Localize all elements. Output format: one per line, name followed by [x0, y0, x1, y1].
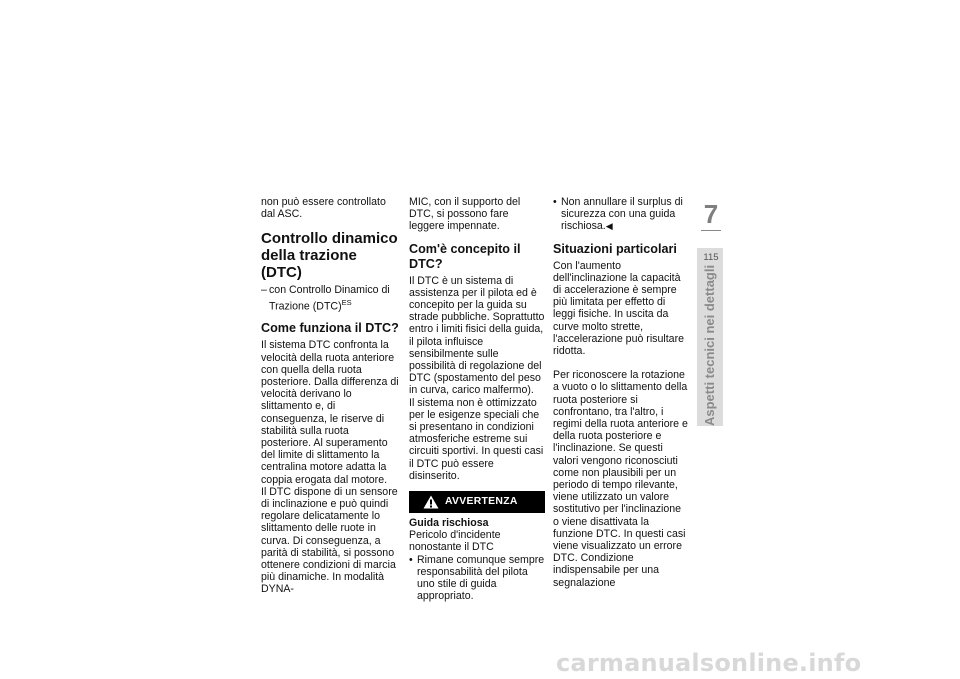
- heading-concept: Com'è concepito il DTC?: [409, 241, 521, 271]
- dash-sup: ES: [341, 297, 352, 307]
- bullet-text: Rimane comunque sempre responsabilità del pilota uno stile di guida appropriato.: [417, 553, 545, 603]
- bullet-item: [553, 196, 688, 233]
- cont-text: MIC, con il supporto del DTC, si possono fare leggere impennate.: [409, 196, 521, 233]
- para-incline: Con l'aumento dell'inclinazione la capacità di accelerazione è sempre più limitata per effetto di leggi fisiche. In uscita da curve molto strette, l'accelerazione può risultare ridotta.: [553, 259, 684, 358]
- heading-special: Situazioni particolari: [553, 241, 677, 256]
- para-how: Il sistema DTC confronta la velocità della ruota anteriore con quella della ruota posteriore. Dalla differenza di velocità derivano lo slittamento e, di conseguenza, le riserve di stabilità sulla ruota posteriore. Al superamento del limite di slittamento la centralina motore adatta la coppia erogata dal motore.: [261, 339, 399, 486]
- warning-label: AVVERTENZA: [445, 495, 518, 507]
- end-mark-icon: ◀: [605, 221, 613, 232]
- column-2: [409, 196, 545, 602]
- para-sensor: Il DTC dispone di un sensore di inclinazione e può quindi regolare delicatamente lo slittamento delle ruote in curva. Di conseguenza, a parità di stabilità, si possono ottenere condizioni di marcia più dinamiche. In modalità DYNA-: [261, 485, 398, 596]
- warning-title: Guida rischiosa: [409, 517, 489, 530]
- heading-how: Come funziona il DTC?: [261, 321, 399, 336]
- column-3: [553, 196, 688, 589]
- page-number: 115: [703, 252, 719, 263]
- para-concept: Il DTC è un sistema di assistenza per il pilota ed è concepito per la guida su strade pubbliche. Soprattutto entro i limiti fisici della guida, il pilota influisce sensibilmente sulle possibilità di regolazione del DTC (spostamento del peso in curva, carico malfermo).: [409, 274, 545, 397]
- warning-icon: [423, 495, 439, 509]
- warning-text: Pericolo d'incidente nonostante il DTC: [409, 529, 501, 554]
- dash-item: [261, 284, 399, 312]
- para-detect: Per riconoscere la rotazione a vuoto o lo slittamento della ruota posteriore si confrontano, tra l'altro, i regimi della ruota anteriore e della ruota posteriore e l'inclinazione. Se questi valori vengono riconosciuti come non plausibili per un periodo di tempo rilevante, viene utilizzato un valore sostitutivo per l'inclinazione o viene disattivata la funzione DTC. In questi casi viene visualizzato un errore DTC. Condizione indispensabile per una segnalazione: [553, 369, 688, 589]
- watermark-text: carmanualsonline.info: [556, 649, 862, 677]
- section-title: Aspetti tecnici nei dettagli: [702, 264, 717, 426]
- bullet-text: Non annullare il surplus di sicurezza con una guida rischiosa.: [561, 196, 683, 233]
- para-sport: Il sistema non è ottimizzato per le esigenze speciali che si presentano in condizioni atmosferiche estreme sui circuiti sportivi. In questi casi il DTC può essere disinserito.: [409, 396, 544, 482]
- intro-text: non può essere controllato dal ASC.: [261, 196, 386, 221]
- warning-box: [409, 491, 545, 513]
- chapter-number: 7: [703, 199, 719, 229]
- heading-dtc: Controllo dinamico della trazione (DTC): [261, 230, 398, 282]
- dash-marker: –: [261, 284, 267, 297]
- bullet-item: [409, 554, 545, 603]
- bullet-marker: •: [409, 553, 413, 566]
- bullet-marker: •: [553, 196, 557, 208]
- dash-item-text: con Controllo Dinamico di Trazione (DTC): [269, 284, 390, 313]
- chapter-rule: [701, 230, 721, 231]
- column-1: [261, 196, 399, 596]
